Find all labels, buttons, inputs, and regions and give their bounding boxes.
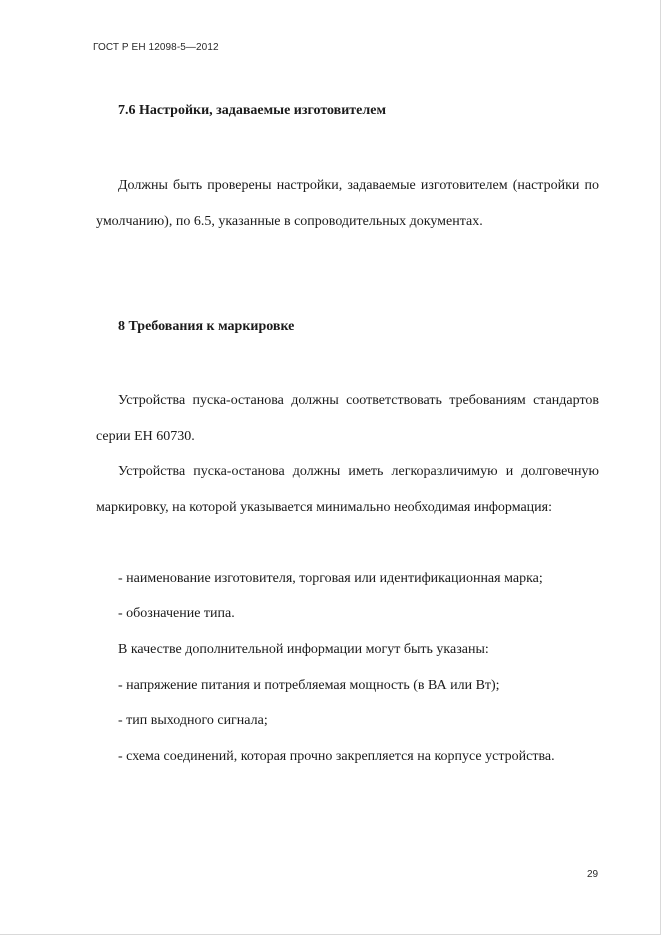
list-item-wiring-diagram: - схема соединений, которая прочно закрепляется на корпусе устройства. <box>118 749 555 764</box>
list-item-supply-voltage: - напряжение питания и потребляемая мощность (в ВА или Вт); <box>118 678 500 693</box>
section-heading-7-6: 7.6 Настройки, задаваемые изготовителем <box>118 103 386 118</box>
page-number: 29 <box>587 869 599 880</box>
section-7-6-paragraph: Должны быть проверены настройки, задаваемые изготовителем (настройки по умолчанию), по 6.5, указанные в сопроводительных документах. <box>96 178 599 229</box>
list-item-output-signal: - тип выходного сигнала; <box>118 713 268 728</box>
list-item-type-designation: - обозначение типа. <box>118 606 235 621</box>
document-code-header: ГОСТ Р ЕН 12098-5—2012 <box>93 42 219 53</box>
list-item-manufacturer-name: - наименование изготовителя, торговая или идентификационная марка; <box>118 571 543 586</box>
section-8-paragraph-standards: Устройства пуска-останова должны соответствовать требованиям стандартов серии ЕН 60730. <box>96 393 599 444</box>
section-8-paragraph-additional-info: В качестве дополнительной информации могут быть указаны: <box>118 642 489 657</box>
section-heading-8: 8 Требования к маркировке <box>118 319 295 334</box>
section-8-paragraph-marking: Устройства пуска-останова должны иметь легкоразличимую и долговечную маркировку, на которой указывается минимально необходимая информация: <box>96 464 599 515</box>
